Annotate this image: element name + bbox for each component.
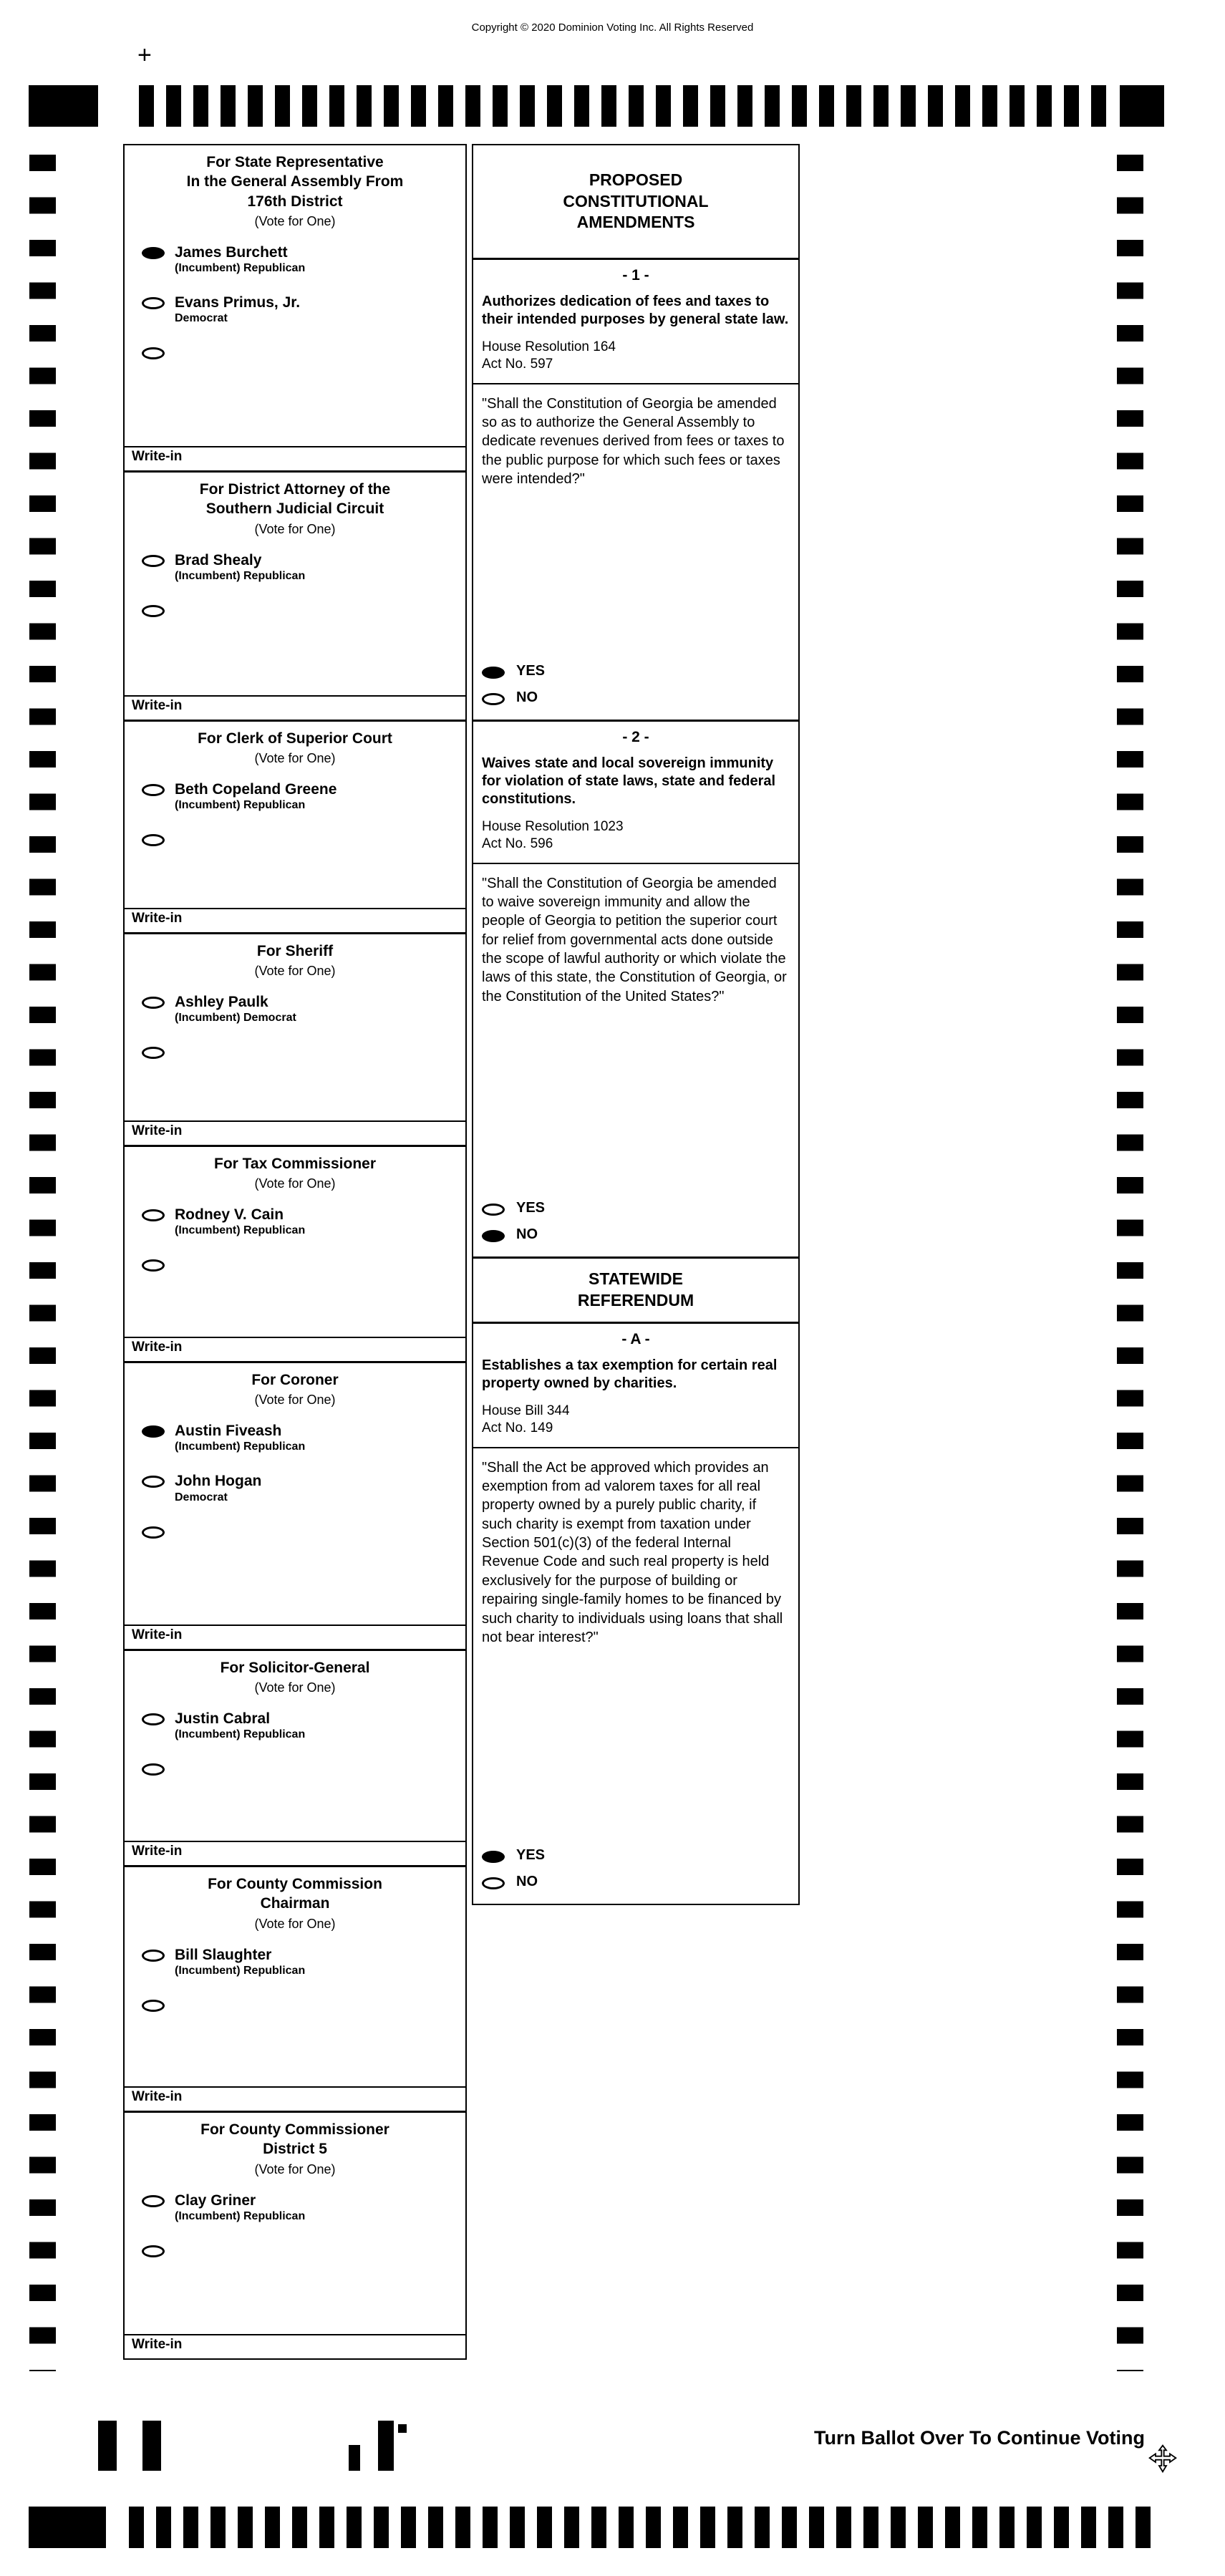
blank-choice-row [125, 593, 465, 626]
vote-oval[interactable] [142, 1259, 165, 1272]
candidate-row [125, 1413, 465, 1463]
candidate-detail: (Incumbent) Republican [175, 569, 306, 582]
measure-choice-row [473, 658, 798, 684]
measure-refs [473, 1403, 798, 1447]
candidate-detail: (Incumbent) Democrat [175, 1012, 296, 1025]
vote-oval[interactable] [482, 1877, 505, 1889]
timing-bars [139, 85, 1114, 127]
timing-marks-top-band [29, 85, 1164, 127]
vote-instruction: (Vote for One) [254, 2161, 336, 2176]
ballot-id-mark [142, 2421, 161, 2471]
blank-choice-row [125, 1987, 465, 2021]
measure-choice-row [473, 1842, 798, 1869]
contest-box [125, 722, 465, 934]
timing-block-left [29, 85, 98, 127]
vote-oval[interactable] [482, 693, 505, 705]
separator-line [473, 863, 798, 864]
vote-instruction: (Vote for One) [254, 1680, 336, 1695]
candidate-name: John Hogan [175, 1473, 262, 1490]
timing-block-left [29, 2507, 106, 2548]
candidate-name: James Burchett [175, 243, 288, 261]
contest-box [125, 145, 465, 473]
contest-title [125, 1867, 465, 1915]
contest-title-line: 176th District [247, 193, 343, 210]
vote-oval[interactable] [142, 347, 165, 359]
measure-ref-line: Act No. 596 [482, 836, 553, 851]
separator-line [473, 1447, 798, 1448]
measure-section [473, 722, 798, 1259]
vote-oval[interactable] [142, 1425, 165, 1438]
measure-summary: Authorizes dedication of fees and taxes to their intended purposes by general state law. [482, 294, 789, 327]
write-in-label: Write-in [132, 911, 183, 926]
candidate-text [175, 994, 296, 1025]
contest-title [125, 934, 465, 962]
turn-ballot-over-instruction: Turn Ballot Over To Continue Voting [814, 2427, 1145, 2449]
contest-title-line: For Clerk of Superior Court [198, 730, 392, 747]
measure-choice-row [473, 684, 798, 711]
candidate-detail: Democrat [175, 1491, 228, 1504]
candidate-name: Brad Shealy [175, 551, 262, 568]
measure-number: - 1 - [622, 267, 649, 284]
choice-label: NO [516, 689, 538, 705]
candidate-detail: (Incumbent) Republican [175, 2209, 306, 2222]
contest-box [125, 473, 465, 722]
candidate-row [125, 543, 465, 593]
measure-summary: Establishes a tax exemption for certain real property owned by charities. [482, 1357, 778, 1391]
vote-oval[interactable] [142, 555, 165, 567]
write-in-label: Write-in [132, 1627, 183, 1642]
contest-title [125, 1147, 465, 1175]
blank-choice-row [125, 1247, 465, 1281]
blank-choice-row [125, 822, 465, 856]
candidate-text [175, 1473, 261, 1504]
ballot-id-mark [98, 2421, 117, 2471]
contest-title [125, 2113, 465, 2161]
vote-oval[interactable] [142, 834, 165, 846]
write-in-area[interactable] [125, 695, 465, 720]
candidate-row [125, 285, 465, 335]
contest-column [123, 144, 467, 2360]
vote-instruction: (Vote for One) [254, 213, 336, 228]
section-header [473, 145, 798, 260]
measure-question: "Shall the Act be approved which provides an exemption from ad valorem taxes for all real property owned by a purely public charity, if such charity is exempt from taxation under Section 501(c)(3) of the federal Internal Revenue Code and such real property is held exclusively for the purpose of building or repairing single-family homes to be financed by such charity to individuals using loans that shall not bear interest?" [482, 1459, 783, 1646]
candidate-name: Austin Fiveash [175, 1423, 282, 1440]
candidate-text [175, 1947, 305, 1978]
vote-oval[interactable] [142, 784, 165, 796]
write-in-area[interactable] [125, 1841, 465, 1865]
write-in-area[interactable] [125, 2086, 465, 2111]
contest-title-line: For Sheriff [256, 943, 334, 959]
vote-oval[interactable] [142, 2000, 165, 2012]
measure-ref-line: House Bill 344 [482, 1403, 570, 1418]
candidate-name: Justin Cabral [175, 1710, 271, 1728]
contest-box [125, 1651, 465, 1867]
vote-oval[interactable] [482, 1230, 505, 1242]
candidate-detail: (Incumbent) Republican [175, 1440, 306, 1453]
vote-oval[interactable] [142, 1950, 165, 1962]
candidate-detail: (Incumbent) Republican [175, 1728, 306, 1741]
contest-title-line: For Tax Commissioner [214, 1156, 376, 1172]
timing-marks-bottom-band [29, 2507, 1164, 2548]
candidate-text [175, 294, 300, 326]
measure-question: "Shall the Constitution of Georgia be amended to waive sovereign immunity and allow the people of Georgia to petition the superior court for relief from governmental acts done outside the scope of lawful authority or which violate the laws of this state, the Constitution of Georgia, or the Constitution of the United States?" [482, 875, 787, 1004]
candidate-detail: (Incumbent) Republican [175, 262, 306, 275]
contest-title-line: For County Commission [208, 1876, 382, 1892]
candidate-row [125, 1701, 465, 1751]
contest-title-line: In the General Assembly From [186, 173, 404, 190]
blank-choice-row [125, 1751, 465, 1785]
candidate-text [175, 552, 305, 584]
measure-refs [473, 818, 798, 863]
write-in-label: Write-in [132, 1340, 183, 1355]
contest-title-line: Chairman [260, 1895, 330, 1912]
section-header-line: PROPOSED [589, 170, 683, 189]
contest-box [125, 1363, 465, 1651]
candidate-row [125, 2183, 465, 2233]
candidate-name: Beth Copeland Greene [175, 781, 337, 798]
candidate-text [175, 781, 336, 813]
candidate-text [175, 244, 305, 276]
contest-title [125, 1651, 465, 1679]
measure-refs [473, 339, 798, 383]
section-header-line: REFERENDUM [577, 1291, 694, 1309]
vote-oval[interactable] [482, 1851, 505, 1863]
write-in-label: Write-in [132, 2089, 183, 2104]
ballot-id-mark [398, 2424, 407, 2433]
candidate-detail: Democrat [175, 312, 228, 325]
measure-question: "Shall the Constitution of Georgia be amended so as to authorize the General Assembly to dedicate revenues derived from fees or taxes to the public purpose for which such fees or taxes were intended?" [482, 395, 785, 488]
measure-ref-line: House Resolution 1023 [482, 819, 624, 834]
measure-column [472, 144, 800, 1905]
candidate-name: Evans Primus, Jr. [175, 294, 301, 311]
vote-oval[interactable] [142, 2245, 165, 2257]
candidate-text [175, 1423, 305, 1454]
candidate-detail: (Incumbent) Republican [175, 799, 306, 812]
vote-oval[interactable] [142, 247, 165, 259]
ballot-id-mark [378, 2421, 394, 2471]
candidate-row [125, 772, 465, 822]
contest-box [125, 934, 465, 1147]
contest-title-line: For County Commissioner [200, 2121, 389, 2138]
candidate-detail: (Incumbent) Republican [175, 1224, 306, 1237]
vote-oval[interactable] [142, 1209, 165, 1221]
blank-choice-row [125, 1514, 465, 1548]
vote-oval[interactable] [482, 667, 505, 679]
contest-title [125, 722, 465, 750]
section-header-line: AMENDMENTS [576, 213, 695, 232]
vote-oval[interactable] [142, 1476, 165, 1488]
vote-instruction: (Vote for One) [254, 521, 336, 536]
candidate-detail: (Incumbent) Republican [175, 1964, 306, 1977]
vote-oval[interactable] [142, 1763, 165, 1776]
blank-choice-row [125, 1035, 465, 1068]
vote-oval[interactable] [142, 997, 165, 1009]
candidate-name: Bill Slaughter [175, 1946, 272, 1963]
write-in-area[interactable] [125, 908, 465, 932]
vote-instruction: (Vote for One) [254, 1176, 336, 1191]
contest-title-line: District 5 [263, 2141, 327, 2158]
section-header-line: CONSTITUTIONAL [563, 191, 709, 210]
four-way-arrow-icon [1148, 2444, 1177, 2473]
contest-title-line: For Coroner [251, 1372, 339, 1388]
candidate-name: Ashley Paulk [175, 994, 268, 1011]
ballot-id-mark [349, 2445, 360, 2471]
choice-label: YES [516, 1200, 546, 1216]
write-in-area[interactable] [125, 1624, 465, 1649]
section-header-line: STATEWIDE [588, 1269, 684, 1289]
vote-instruction: (Vote for One) [254, 1916, 336, 1931]
candidate-name: Clay Griner [175, 2192, 256, 2209]
contest-box [125, 1867, 465, 2113]
candidate-text [175, 1206, 305, 1238]
vote-instruction: (Vote for One) [254, 751, 336, 766]
contest-title-line: For State Representative [206, 154, 384, 170]
write-in-label: Write-in [132, 1844, 183, 1859]
write-in-area[interactable] [125, 1337, 465, 1361]
section-header [473, 1259, 798, 1324]
choice-label: YES [516, 1847, 546, 1863]
timing-marks-left-column [29, 155, 56, 2371]
write-in-area[interactable] [125, 446, 465, 470]
choice-label: YES [516, 663, 546, 679]
choice-label: NO [516, 1874, 538, 1889]
contest-title [125, 145, 465, 213]
blank-choice-row [125, 2233, 465, 2267]
measure-choice-row [473, 1869, 798, 1895]
vote-instruction: (Vote for One) [254, 964, 336, 979]
contest-title [125, 1363, 465, 1391]
registration-plus-mark: + [137, 42, 152, 69]
candidate-name: Rodney V. Cain [175, 1206, 284, 1224]
contest-title-line: For Solicitor-General [220, 1660, 370, 1676]
blank-choice-row [125, 335, 465, 369]
contest-title [125, 473, 465, 520]
measure-number: - A - [621, 1331, 650, 1347]
measure-summary: Waives state and local sovereign immunity for violation of state laws, state and federal constitutions. [482, 755, 776, 807]
separator-line [473, 383, 798, 384]
copyright-line: Copyright © 2020 Dominion Voting Inc. All Rights Reserved [471, 21, 754, 34]
timing-bars [129, 2507, 1158, 2548]
measure-section [473, 1324, 798, 1904]
write-in-label: Write-in [132, 698, 183, 713]
vote-oval[interactable] [142, 297, 165, 309]
vote-oval[interactable] [142, 1526, 165, 1539]
measure-choice-row [473, 1221, 798, 1248]
write-in-label: Write-in [132, 449, 183, 464]
write-in-area[interactable] [125, 2334, 465, 2358]
vote-oval[interactable] [142, 1713, 165, 1725]
write-in-label: Write-in [132, 2337, 183, 2352]
vote-instruction: (Vote for One) [254, 1393, 336, 1408]
vote-oval[interactable] [142, 1047, 165, 1059]
measure-ref-line: Act No. 597 [482, 356, 553, 372]
vote-oval[interactable] [142, 605, 165, 617]
candidate-text [175, 2192, 305, 2224]
measure-number: - 2 - [622, 729, 649, 745]
write-in-area[interactable] [125, 1120, 465, 1145]
measure-ref-line: Act No. 149 [482, 1420, 553, 1435]
candidate-text [175, 1710, 305, 1742]
vote-oval[interactable] [142, 2195, 165, 2207]
measure-choice-row [473, 1195, 798, 1221]
choice-label: NO [516, 1226, 538, 1242]
measure-section [473, 260, 798, 722]
timing-block-right [1120, 85, 1164, 127]
contest-box [125, 2113, 465, 2358]
candidate-row [125, 235, 465, 285]
contest-title-line: For District Attorney of the [199, 481, 391, 498]
contest-title-line: Southern Judicial Circuit [205, 500, 384, 518]
candidate-row [125, 1197, 465, 1247]
timing-marks-right-column [1117, 155, 1143, 2371]
write-in-label: Write-in [132, 1123, 183, 1138]
candidate-row [125, 1463, 465, 1514]
contest-box [125, 1147, 465, 1363]
candidate-row [125, 1937, 465, 1987]
candidate-row [125, 984, 465, 1035]
vote-oval[interactable] [482, 1204, 505, 1216]
measure-ref-line: House Resolution 164 [482, 339, 616, 354]
